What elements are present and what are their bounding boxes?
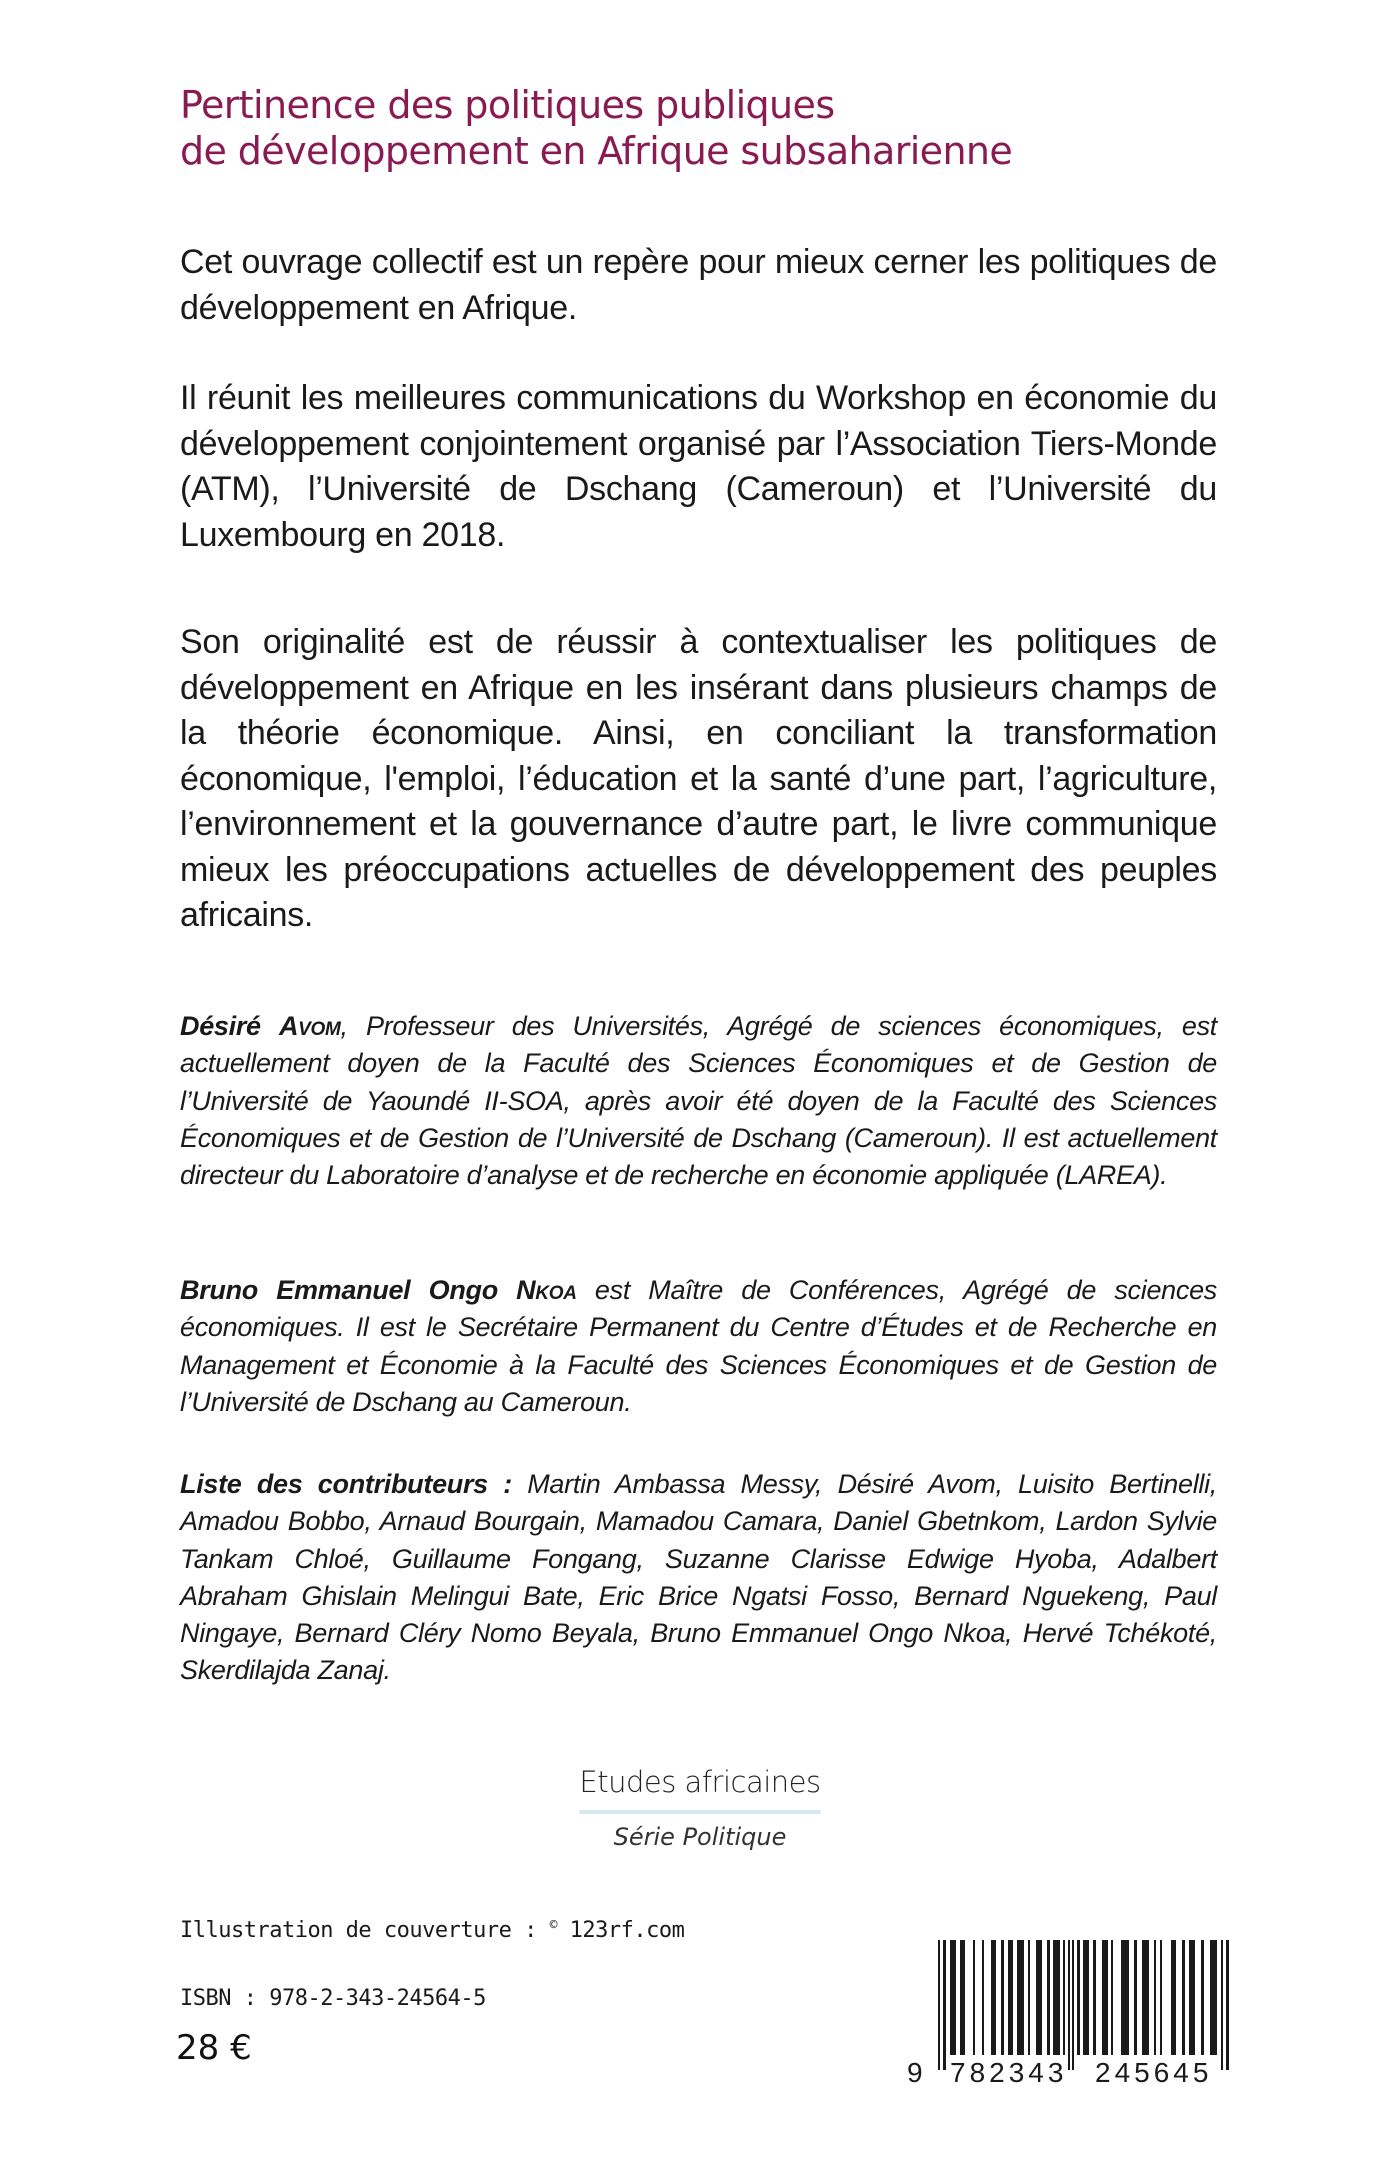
summary-paragraph-1: Cet ouvrage collectif est un repère pour mieux cerner les politiques de développement en Afrique. bbox=[180, 243, 1217, 327]
author-name-first: Bruno Emmanuel Ongo bbox=[180, 1275, 517, 1305]
author-name-last: Avom bbox=[278, 1011, 341, 1041]
barcode-icon bbox=[905, 1930, 1235, 2090]
series-subtitle: Série Politique bbox=[613, 1823, 787, 1851]
contributors-label: Liste des contributeurs : bbox=[180, 1469, 512, 1499]
book-title bbox=[180, 82, 1220, 174]
series-name: Etudes africaines bbox=[579, 1765, 821, 1799]
author-bio-avom bbox=[180, 1008, 1217, 1194]
author-bio-text: , Professeur des Universités, Agrégé de sciences économiques, est actuellement doyen de la Faculté des Sciences Économiques et de Gestion de l’Université de Yaoundé II-SOA, après avoir été doyen de la Faculté des Sciences Économiques et de Gestion de l’Université de Dschang (Cameroun). Il est actuellement directeur du Laboratoire d’analyse et de recherche en économie appliquée (LAREA). bbox=[180, 1011, 1217, 1191]
contributors-names: Martin Ambassa Messy, Désiré Avom, Luisito Bertinelli, Amadou Bobbo, Arnaud Bourgain, Mamadou Camara, Daniel Gbetnkom, Lardon Sylvie Tankam Chloé, Guillaume Fongang, Suzanne Clarisse Edwige Hyoba, Adalbert Abraham Ghislain Melingui Bate, Eric Brice Ngatsi Fosso, Bernard Nguekeng, Paul Ningaye, Bernard Cléry Nomo Beyala, Bruno Emmanuel Ongo Nkoa, Hervé Tchékoté, Skerdilajda Zanaj. bbox=[180, 1469, 1217, 1686]
credit-label: Illustration de couverture : bbox=[180, 1918, 550, 1943]
series-block bbox=[0, 1762, 1400, 1854]
series-separator bbox=[579, 1810, 821, 1814]
author-bio-ongo-nkoa bbox=[180, 1272, 1217, 1421]
author-name-last: Nkoa bbox=[516, 1275, 577, 1305]
isbn: ISBN : 978-2-343-24564-5 bbox=[180, 1986, 486, 2011]
summary-paragraph-3: Son originalité est de réussir à contextualiser les politiques de développement en Afrique en les insérant dans plusieurs champs de la théorie économique. Ainsi, en conciliant la transformation économique, l'emploi, l’éducation et la santé d’une part, l’agriculture, l’environnement et la gouvernance d’autre part, le livre communique mieux les préoccupations actuelles de développement des peuples africains. bbox=[180, 623, 1217, 934]
barcode-right-digits: 245645 bbox=[1095, 2057, 1213, 2088]
barcode-left-digits: 782343 bbox=[950, 2057, 1068, 2088]
cover-illustration-credit bbox=[180, 1918, 684, 1943]
summary-paragraph-2: Il réunit les meilleures communications du Workshop en économie du développement conjointement organisé par l’Association Tiers-Monde (ATM), l’Université de Dschang (Cameroun) et l’Université du Luxembourg en 2018. bbox=[180, 379, 1217, 554]
contributors-list bbox=[180, 1466, 1217, 1690]
author-name-first: Désiré bbox=[180, 1011, 279, 1041]
price: 28 € bbox=[176, 2028, 252, 2068]
book-title-line-2: de développement en Afrique subsaharienne bbox=[180, 129, 1013, 173]
barcode-first-digit: 9 bbox=[907, 2057, 923, 2088]
author-bio-text: est Maître de Conférences, Agrégé de sciences économiques. Il est le Secrétaire Permanent du Centre d’Études et de Recherche en Management et Économie à la Faculté des Sciences Économiques et de Gestion de l’Université de Dschang au Cameroun. bbox=[180, 1275, 1218, 1417]
copyright-icon: © bbox=[549, 1918, 557, 1933]
credit-source: 123rf.com bbox=[556, 1918, 685, 1943]
isbn-barcode bbox=[905, 1930, 1235, 2090]
book-title-line-1: Pertinence des politiques publiques bbox=[180, 83, 835, 127]
